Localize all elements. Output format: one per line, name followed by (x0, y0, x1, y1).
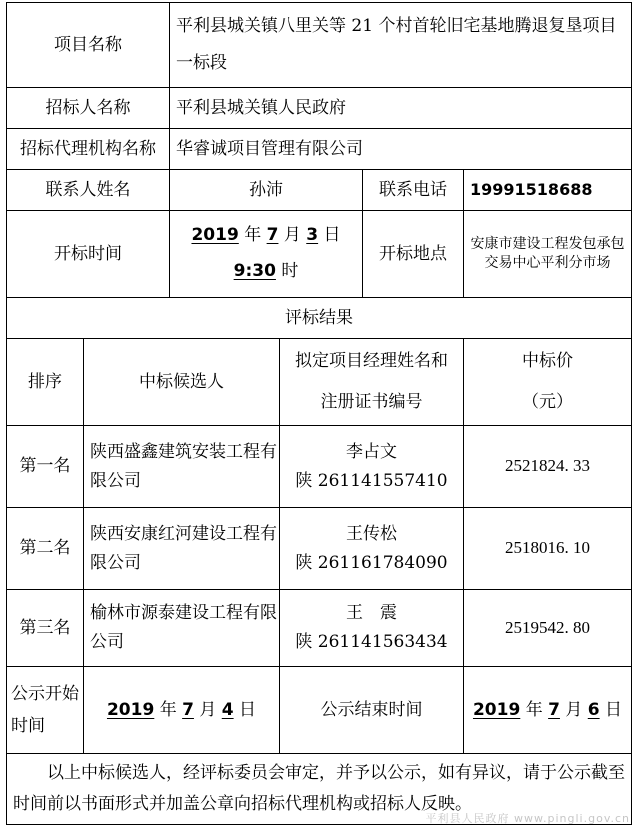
row-2-rank-text: 第二名 (19, 538, 71, 559)
header-rank-text: 排序 (28, 371, 62, 392)
row-1-manager-name: 李占文 (345, 441, 397, 462)
row-2-company-text: 陕西安康红河建设工程有限公司 (90, 523, 277, 573)
opening-place-label-text: 开标地点 (379, 243, 447, 264)
header-price-line2: （元） (522, 392, 573, 412)
publicity-start-day: 4 (221, 699, 234, 720)
header-candidate (83, 338, 280, 426)
opening-place-label (362, 210, 464, 298)
results-title (6, 297, 632, 339)
contact-phone-text: 19991518688 (470, 179, 593, 199)
header-price (463, 338, 632, 426)
publicity-start-label (6, 666, 84, 754)
contact-phone-label (362, 169, 464, 211)
row-3-price-text: 2519542. 80 (505, 617, 590, 637)
publicity-end-day-unit: 日 (605, 699, 623, 720)
publicity-end-day: 6 (587, 699, 600, 720)
opening-hour-unit: 时 (281, 261, 299, 281)
publicity-end-label (279, 666, 464, 754)
opening-year: 2019 (191, 225, 239, 246)
opening-hour-value: 9:30 (233, 261, 276, 281)
row-3-rank (6, 589, 84, 667)
opening-date (191, 218, 340, 254)
row-1-manager-cert: 陕 261141557410 (295, 470, 448, 491)
opening-time-label-text: 开标时间 (54, 243, 122, 264)
results-title-text: 评标结果 (285, 307, 353, 328)
row-3-price (463, 589, 632, 667)
publicity-start-day-unit: 日 (239, 699, 257, 720)
publicity-end-value (463, 666, 632, 754)
contact-name-value (169, 169, 363, 211)
project-name-label-text: 项目名称 (54, 34, 122, 55)
opening-month: 7 (266, 225, 279, 246)
contact-name-text: 孙沛 (249, 179, 283, 200)
publicity-start-label-text: 公示开始时间 (11, 683, 79, 736)
contact-phone-label-text: 联系电话 (379, 179, 447, 200)
opening-time-value (169, 210, 363, 298)
row-1-price-text: 2521824. 33 (505, 456, 590, 476)
project-name-label (6, 2, 170, 88)
project-name-text: 平利县城关镇八里关等 21 个村首轮旧宅基地腾退复垦项目一标段 (176, 15, 617, 73)
agency-label-text: 招标代理机构名称 (20, 138, 156, 159)
opening-day: 3 (306, 225, 319, 246)
header-rank (6, 338, 84, 426)
opening-place-value (463, 210, 632, 298)
row-3-company-text: 榆林市源泰建设工程有限公司 (90, 603, 277, 652)
agency-value (169, 128, 632, 170)
row-2-manager-cert: 陕 261161784090 (295, 552, 448, 573)
publicity-end-year: 2019 (472, 699, 521, 720)
row-3-manager (279, 589, 464, 667)
header-candidate-text: 中标候选人 (139, 371, 224, 392)
site-watermark-text: 平利县人民政府 www.pingli.gov.cn (425, 812, 630, 825)
row-2-price-text: 2518016. 10 (505, 538, 590, 558)
opening-hour (191, 254, 340, 290)
publicity-start-year: 2019 (106, 699, 155, 720)
opening-year-unit: 年 (244, 225, 262, 246)
row-2-price (463, 507, 632, 590)
tenderer-label (6, 87, 170, 129)
row-2-rank (6, 507, 84, 590)
header-price-line1: 中标价 (522, 351, 573, 372)
row-3-manager-name: 王 震 (345, 603, 397, 624)
row-1-manager (279, 425, 464, 508)
agency-label (6, 128, 170, 170)
publicity-end-year-unit: 年 (525, 699, 543, 720)
row-1-rank-text: 第一名 (19, 456, 71, 477)
row-3-company (83, 589, 280, 667)
row-2-manager (279, 507, 464, 590)
opening-time-label (6, 210, 170, 298)
opening-month-unit: 月 (283, 225, 301, 246)
agency-text: 华睿诚项目管理有限公司 (176, 138, 363, 159)
row-2-manager-name: 王传松 (345, 523, 397, 544)
row-1-company-text: 陕西盛鑫建筑安装工程有限公司 (90, 441, 277, 491)
publicity-end-label-text: 公示结束时间 (320, 699, 423, 720)
row-1-price (463, 425, 632, 508)
publicity-end-month: 7 (548, 699, 560, 720)
contact-name-label (6, 169, 170, 211)
project-name-value (169, 2, 632, 88)
site-watermark (426, 810, 630, 826)
opening-place-text: 安康市建设工程发包承包交易中心平利分市场 (470, 236, 625, 271)
opening-day-unit: 日 (323, 225, 341, 246)
tenderer-value (169, 87, 632, 129)
row-1-company (83, 425, 280, 508)
row-3-rank-text: 第三名 (19, 617, 71, 638)
row-1-rank (6, 425, 84, 508)
publicity-start-date (107, 694, 256, 726)
header-manager (279, 338, 464, 426)
publicity-start-month: 7 (182, 699, 194, 720)
contact-phone-value (463, 169, 632, 211)
objection-notice-text: 以上中标候选人，经评标委员会审定，并予以公示，如有异议，请于公示截至时间前以书面形式并加盖公章向招标代理机构或招标人反映。 (13, 763, 625, 814)
bid-result-table (6, 2, 632, 825)
row-2-company (83, 507, 280, 590)
publicity-start-year-unit: 年 (159, 699, 177, 720)
contact-name-label-text: 联系人姓名 (45, 179, 131, 200)
publicity-start-month-unit: 月 (199, 699, 217, 720)
publicity-end-date (473, 694, 622, 726)
header-manager-line1: 拟定项目经理姓名和 (295, 351, 448, 372)
publicity-start-value (83, 666, 280, 754)
header-manager-line2: 注册证书编号 (320, 392, 423, 412)
tenderer-label-text: 招标人名称 (45, 97, 131, 118)
row-3-manager-cert: 陕 261141563434 (295, 632, 448, 652)
publicity-end-month-unit: 月 (565, 699, 583, 720)
tenderer-text: 平利县城关镇人民政府 (176, 97, 346, 118)
